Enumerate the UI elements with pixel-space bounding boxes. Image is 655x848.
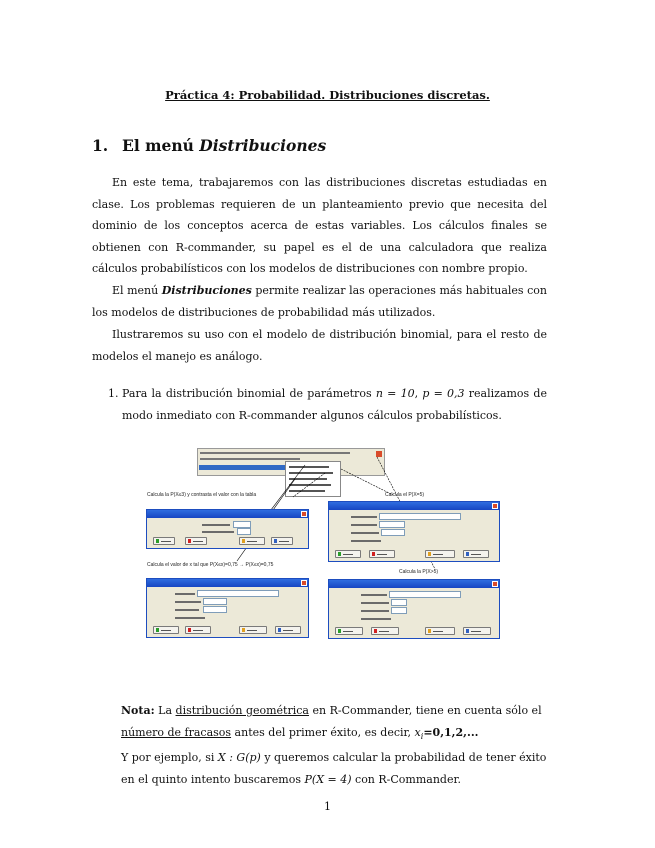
refresh-button-1[interactable] — [239, 537, 265, 545]
cancel-button-3[interactable] — [185, 626, 211, 634]
cancel-button-1[interactable] — [185, 537, 207, 545]
paragraph-menu: El menú Distribuciones permite realizar las operaciones más habituales con los modelos de distribuciones de probabilidad más utilizados. — [92, 284, 547, 319]
link-geometric-distribution[interactable]: distribución geométrica — [175, 704, 309, 717]
help-button-3[interactable] — [275, 626, 301, 634]
ok-button-1[interactable] — [153, 537, 175, 545]
page-number: 1 — [324, 800, 331, 813]
note-block: Nota: La distribución geométrica en R-Commander, tiene en cuenta sólo el número de fracasos antes del primer éxito, es decir, $x_i=0,1,2$,... Y por ejemplo, si X : G(p) y queremos calcular la probabilidad de tener éxito en el quinto intento buscaremos P(X = 4) con R-Commander. — [121, 704, 547, 786]
section-title: El menú — [122, 136, 200, 155]
refresh-button-2[interactable] — [425, 550, 455, 558]
math-values: =0,1,2,... — [423, 725, 479, 739]
dialog-binomial-density — [328, 501, 500, 562]
refresh-button-4[interactable] — [425, 627, 455, 635]
section-heading — [92, 136, 326, 155]
paragraph-intro: En este tema, trabajaremos con las distribuciones discretas estudiadas en clase. Los problemas requieren de un planteamiento previo que necesita del dominio de los conceptos acerca de estas variables. Los cálculos finales se obtienen con R-commander, su papel es el de una calculadora que realiza cálculos probabilísticos con los modelos de distribuciones con nombre propio. — [92, 176, 547, 275]
math-geometric: X : G(p) — [217, 751, 261, 765]
caption-p-le-3: Calcula la P(X≤3) y contrasta el valor con la tabla — [147, 492, 257, 498]
caption-p-gt-5: Calcula la P(X>5) — [399, 569, 439, 575]
page-title: Práctica 4: Probabilidad. Distribuciones discretas. — [165, 88, 490, 102]
rcommander-figure — [145, 443, 501, 643]
math-x: x — [414, 725, 421, 739]
section-number: 1. — [92, 136, 109, 155]
list-marker: 1. — [108, 387, 119, 400]
list-item: 1. Para la distribución binomial de parámetros n = 10, p = 0,3 realizamos de modo inmediato con R-commander algunos cálculos probabilísticos. — [108, 383, 547, 426]
menu-name: Distribuciones — [161, 284, 252, 297]
link-number-of-failures[interactable]: número de fracasos — [121, 725, 232, 739]
cancel-button-4[interactable] — [371, 627, 399, 635]
caption-p-eq-5: Calcula el P(X=5) — [385, 492, 425, 498]
ok-button-4[interactable] — [335, 627, 363, 635]
cancel-button-2[interactable] — [369, 550, 395, 558]
paragraph-binomial: Ilustraremos su uso con el modelo de distribución binomial, para el resto de modelos el manejo es análogo. — [92, 328, 547, 363]
ok-button-3[interactable] — [153, 626, 179, 634]
math-p-x-eq-4: P(X = 4) — [304, 772, 352, 786]
refresh-button-3[interactable] — [239, 626, 267, 634]
dialog-binomial-probabilities — [146, 509, 309, 549]
help-button-1[interactable] — [271, 537, 293, 545]
math-n: n = 10 — [375, 387, 415, 400]
dialog-binomial-quantiles — [146, 578, 309, 638]
dialog-binomial-tail — [328, 579, 500, 639]
help-button-4[interactable] — [463, 627, 491, 635]
math-p: p = 0,3 — [422, 387, 465, 400]
help-button-2[interactable] — [463, 550, 489, 558]
note-label: Nota: — [121, 704, 155, 717]
caption-quantile: Calcula el valor de x tal que P(X≤x)=0,75 → P(X≤x)=0,75 — [147, 562, 274, 568]
section-title-italic: Distribuciones — [199, 136, 327, 155]
ok-button-2[interactable] — [335, 550, 361, 558]
